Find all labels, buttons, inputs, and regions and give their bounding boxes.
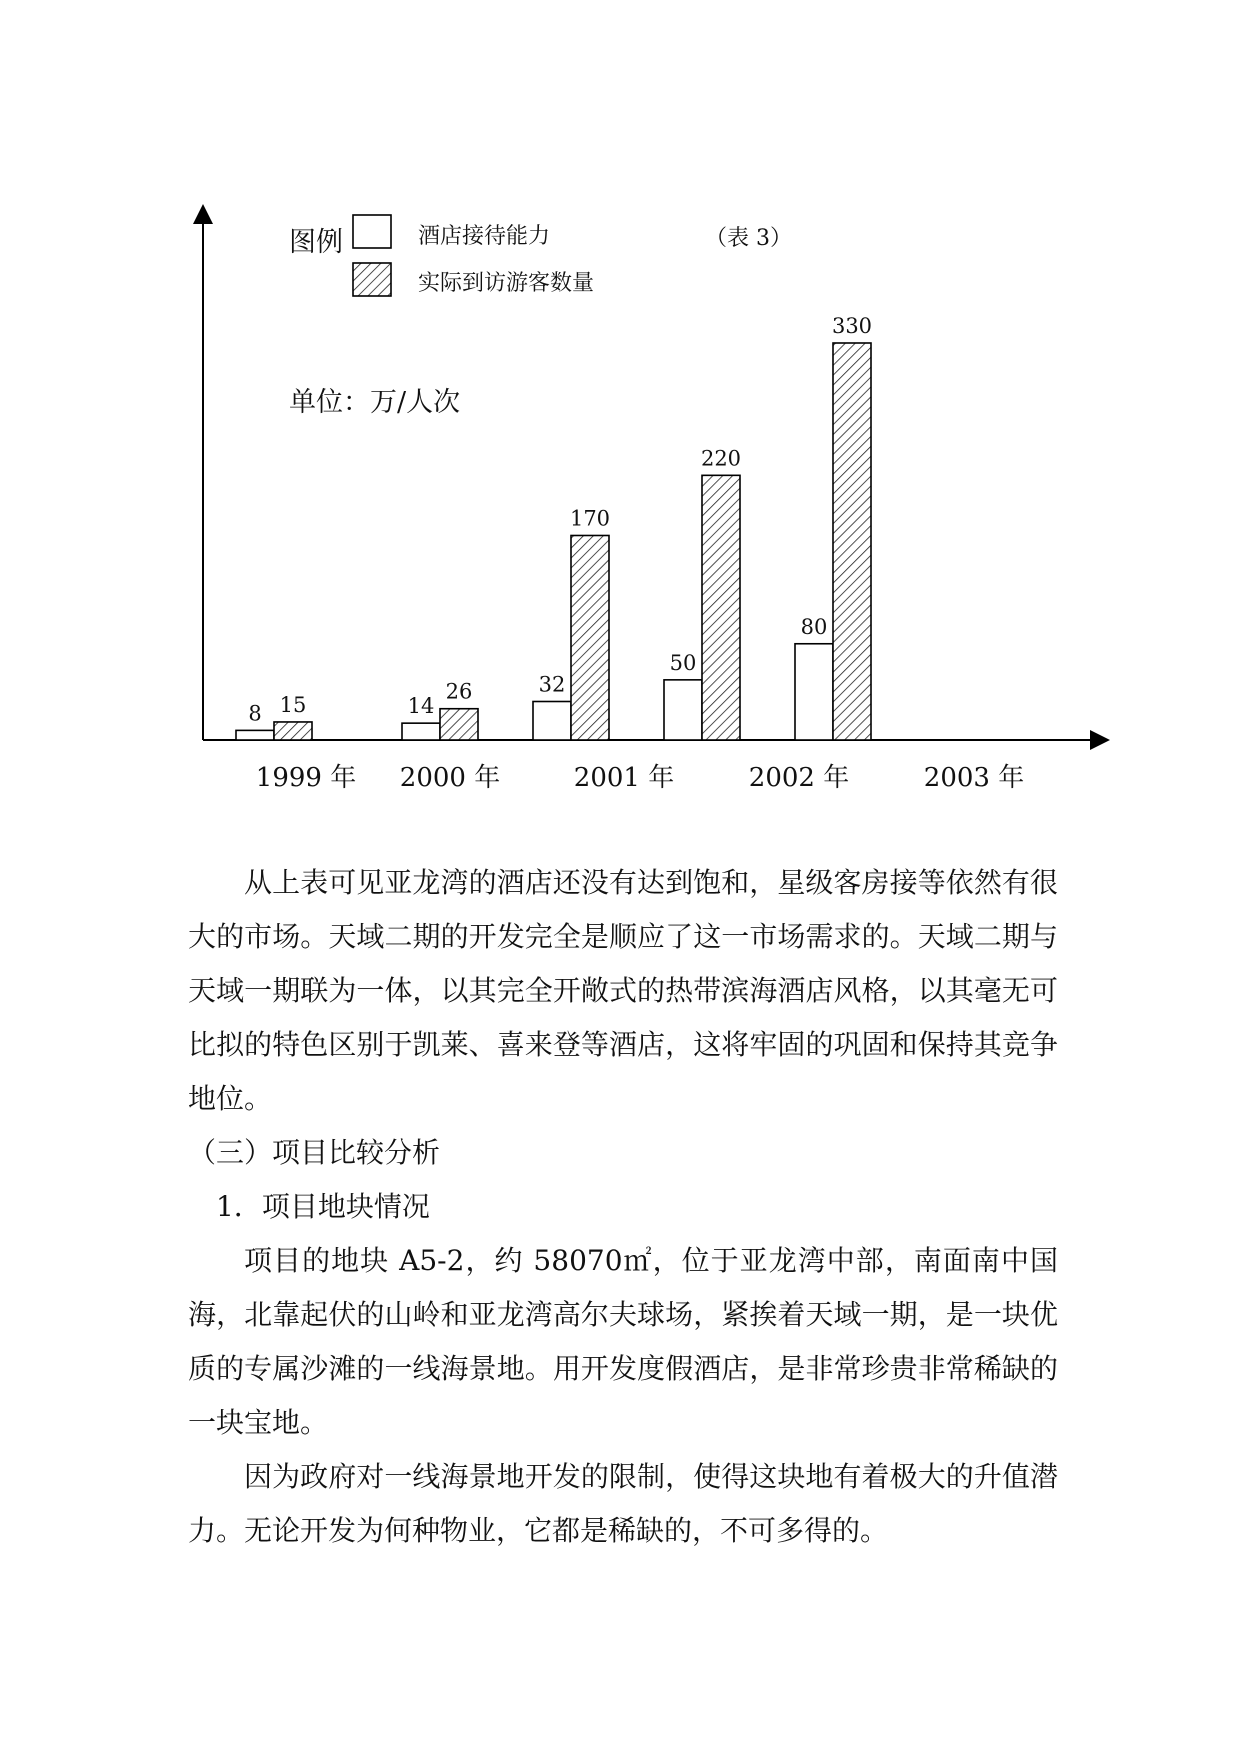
value-label-visitors-1: 26 <box>445 679 473 704</box>
x-tick-label-1: 2000 年 <box>399 763 501 793</box>
paragraph-land: 项目的地块 A5-2，约 58070㎡，位于亚龙湾中部，南面南中国海，北靠起伏的山岭和亚龙湾高尔夫球场，紧挨着天域一期，是一块优质的专属沙滩的一线海景地。用开发度假酒店，是非常珍贵非常稀缺的一块宝地。 <box>188 1244 1058 1439</box>
bar-visitors-0 <box>274 722 312 740</box>
unit-label: 单位：万/人次 <box>289 387 461 418</box>
bar-capacity-3 <box>664 680 702 740</box>
table-reference: （表 3） <box>705 226 792 251</box>
bar-capacity-0 <box>236 730 274 740</box>
bar-visitors-1 <box>440 709 478 740</box>
value-label-capacity-4: 80 <box>800 614 828 639</box>
x-tick-label-3: 2002 年 <box>748 763 850 793</box>
paragraph-potential: 因为政府对一线海景地开发的限制，使得这块地有着极大的升值潜力。无论开发为何种物业，它都是稀缺的，不可多得的。 <box>188 1460 1058 1547</box>
value-label-visitors-2: 170 <box>569 506 611 531</box>
legend-swatch-capacity <box>353 215 391 248</box>
value-label-visitors-3: 220 <box>700 446 742 471</box>
x-tick-label-4: 2003 年 <box>923 763 1025 793</box>
bar-capacity-2 <box>533 702 571 740</box>
year-labels-group <box>256 763 1024 793</box>
legend-label-capacity: 酒店接待能力 <box>418 224 551 249</box>
bar-chart <box>0 0 1241 800</box>
legend-title: 图例 <box>289 227 343 258</box>
legend-label-visitors: 实际到访游客数量 <box>418 271 595 296</box>
paragraph-market: 从上表可见亚龙湾的酒店还没有达到饱和，星级客房接等依然有很大的市场。天域二期的开发完全是顺应了这一市场需求的。天域二期与天域一期联为一体，以其完全开敞式的热带滨海酒店风格，以其毫无可比拟的特色区别于凯莱、喜来登等酒店，这将牢固的巩固和保持其竞争地位。 <box>188 866 1058 1115</box>
value-label-capacity-2: 32 <box>538 672 566 697</box>
value-label-capacity-1: 14 <box>407 694 435 719</box>
x-tick-label-0: 1999 年 <box>255 763 357 793</box>
bar-capacity-4 <box>795 644 833 740</box>
legend-swatch-visitors <box>353 263 391 296</box>
section-heading: （三）项目比较分析 <box>188 1136 441 1169</box>
subsection-heading: 1．项目地块情况 <box>216 1190 430 1223</box>
value-label-visitors-0: 15 <box>279 692 307 717</box>
bar-capacity-1 <box>402 723 440 740</box>
body-text <box>188 856 1058 1558</box>
bar-visitors-4 <box>833 343 871 740</box>
bar-visitors-2 <box>571 535 609 740</box>
value-label-capacity-0: 8 <box>248 701 262 726</box>
value-label-visitors-4: 330 <box>831 314 873 338</box>
x-tick-label-2: 2001 年 <box>573 763 675 793</box>
value-label-capacity-3: 50 <box>669 650 697 675</box>
bar-visitors-3 <box>702 475 740 740</box>
bars-group <box>236 314 872 740</box>
